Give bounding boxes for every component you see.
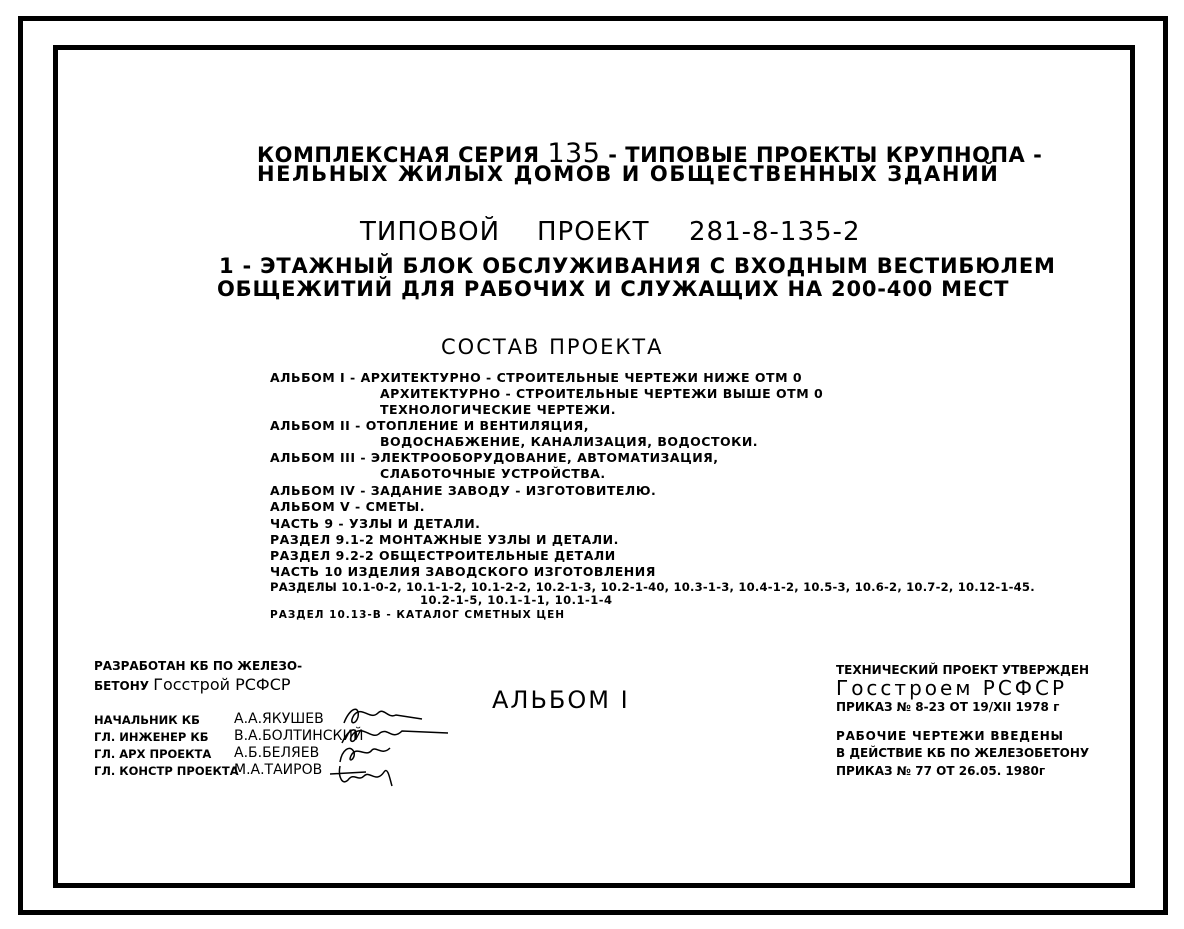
developer-line-1: РАЗРАБОТАН КБ ПО ЖЕЛЕЗО- <box>94 659 303 673</box>
approval-line-6: ПРИКАЗ № 77 ОТ 26.05. 1980г <box>836 764 1046 778</box>
composition-line: АЛЬБОМ I - АРХИТЕКТУРНО - СТРОИТЕЛЬНЫЕ ЧЕРТЕЖИ НИЖЕ ОТМ 0 <box>270 370 803 385</box>
composition-line: СЛАБОТОЧНЫЕ УСТРОЙСТВА. <box>380 466 606 481</box>
composition-line: РАЗДЕЛ 10.13-В - КАТАЛОГ СМЕТНЫХ ЦЕН <box>270 609 566 621</box>
staff-name: А.Б.БЕЛЯЕВ <box>234 745 320 761</box>
staff-role: ГЛ. ИНЖЕНЕР КБ <box>94 730 209 744</box>
series-suffix: - ТИПОВЫЕ ПРОЕКТЫ КРУПНОПА - <box>600 143 1043 167</box>
composition-line: ЧАСТЬ 9 - УЗЛЫ И ДЕТАЛИ. <box>270 516 481 531</box>
staff-name: М.А.ТАИРОВ <box>234 762 323 778</box>
composition-line: ЧАСТЬ 10 ИЗДЕЛИЯ ЗАВОДСКОГО ИЗГОТОВЛЕНИЯ <box>270 564 656 579</box>
project-label-typical: ТИПОВОЙ <box>360 217 501 247</box>
developer-prefix: БЕТОНУ <box>94 679 154 693</box>
staff-role: ГЛ. АРХ ПРОЕКТА <box>94 747 212 761</box>
composition-line: РАЗДЕЛ 9.1-2 МОНТАЖНЫЕ УЗЛЫ И ДЕТАЛИ. <box>270 532 619 547</box>
composition-line: ТЕХНОЛОГИЧЕСКИЕ ЧЕРТЕЖИ. <box>380 402 616 417</box>
composition-line: АЛЬБОМ III - ЭЛЕКТРООБОРУДОВАНИЕ, АВТОМАТИЗАЦИЯ, <box>270 450 719 465</box>
approval-line-2: Госстроем РСФСР <box>836 676 1068 700</box>
composition-line: РАЗДЕЛЫ 10.1-0-2, 10.1-1-2, 10.1-2-2, 10.2-1-3, 10.2-1-40, 10.3-1-3, 10.4-1-2, 10.5-3, 10.6-2, 10.7-2, 10.12-1-45. <box>270 580 1035 594</box>
composition-line: АЛЬБОМ V - СМЕТЫ. <box>270 499 425 514</box>
approval-line-4: РАБОЧИЕ ЧЕРТЕЖИ ВВЕДЕНЫ <box>836 729 1064 743</box>
composition-line: АРХИТЕКТУРНО - СТРОИТЕЛЬНЫЕ ЧЕРТЕЖИ ВЫШЕ ОТМ 0 <box>380 386 824 401</box>
album-label: АЛЬБОМ I <box>492 686 630 714</box>
staff-name: В.А.БОЛТИНСКИЙ <box>234 728 364 744</box>
approval-line-1: ТЕХНИЧЕСКИЙ ПРОЕКТ УТВЕРЖДЕН <box>836 663 1090 677</box>
approval-line-5: В ДЕЙСТВИЕ КБ ПО ЖЕЛЕЗОБЕТОНУ <box>836 746 1090 760</box>
subtitle-line-2: ОБЩЕЖИТИЙ ДЛЯ РАБОЧИХ И СЛУЖАЩИХ НА 200-400 МЕСТ <box>217 277 1010 301</box>
signature-tairov <box>326 758 396 792</box>
project-header <box>360 219 860 245</box>
composition-line: АЛЬБОМ II - ОТОПЛЕНИЕ И ВЕНТИЛЯЦИЯ, <box>270 418 589 433</box>
developer-org: Госстрой РСФСР <box>153 675 291 694</box>
composition-line: ВОДОСНАБЖЕНИЕ, КАНАЛИЗАЦИЯ, ВОДОСТОКИ. <box>380 434 759 449</box>
developer-line-2 <box>94 677 291 693</box>
project-label-project: ПРОЕКТ <box>537 217 650 247</box>
composition-line: 10.2-1-5, 10.1-1-1, 10.1-1-4 <box>420 593 613 607</box>
approval-line-3: ПРИКАЗ № 8-23 ОТ 19/XII 1978 г <box>836 700 1060 714</box>
composition-line: РАЗДЕЛ 9.2-2 ОБЩЕСТРОИТЕЛЬНЫЕ ДЕТАЛИ <box>270 548 616 563</box>
project-number: 281-8-135-2 <box>689 217 861 247</box>
series-prefix: КОМПЛЕКСНАЯ СЕРИЯ <box>257 143 548 167</box>
subtitle-line-1: 1 - ЭТАЖНЫЙ БЛОК ОБСЛУЖИВАНИЯ С ВХОДНЫМ ВЕСТИБЮЛЕМ <box>219 254 1056 278</box>
staff-role: ГЛ. КОНСТР ПРОЕКТА <box>94 764 239 778</box>
series-line-2: НЕЛЬНЫХ ЖИЛЫХ ДОМОВ И ОБЩЕСТВЕННЫХ ЗДАНИЙ <box>257 162 1000 186</box>
composition-line: АЛЬБОМ IV - ЗАДАНИЕ ЗАВОДУ - ИЗГОТОВИТЕЛЮ. <box>270 483 657 498</box>
composition-title: СОСТАВ ПРОЕКТА <box>441 335 664 359</box>
series-number: 135 <box>547 138 601 169</box>
staff-role: НАЧАЛЬНИК КБ <box>94 713 200 727</box>
staff-name: А.А.ЯКУШЕВ <box>234 711 324 727</box>
